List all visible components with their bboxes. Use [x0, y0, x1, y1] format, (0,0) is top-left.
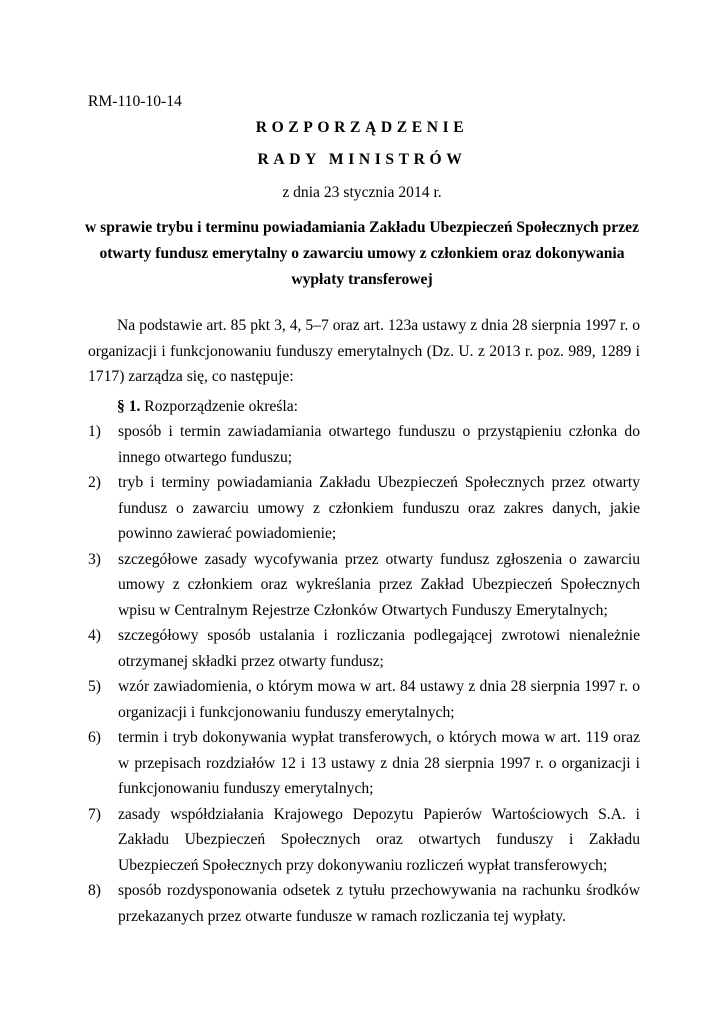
- list-item-text: termin i tryb dokonywania wypłat transferowych, o których mowa w art. 119 oraz w przepisach rozdziałów 12 i 13 ustawy z dnia 28 sierpnia 1997 r. o organizacji i funkcjonowaniu funduszy emerytalnych;: [118, 729, 640, 797]
- list-item: [88, 470, 640, 547]
- document-subject: w sprawie trybu i terminu powiadamiania Zakładu Ubezpieczeń Społecznych przez otwarty fundusz emerytalny o zawarciu umowy z członkiem oraz dokonywania wypłaty transferowej: [84, 219, 639, 288]
- list-item-number: 4): [88, 627, 101, 644]
- list-item-number: 8): [88, 882, 101, 899]
- list-item-text: tryb i terminy powiadamiania Zakładu Ubezpieczeń Społecznych przez otwarty fundusz o zawarciu umowy z członkiem funduszu oraz zakres danych, jakie powinno zawierać powiadomienie;: [118, 474, 640, 542]
- list-item-text: szczegółowe zasady wycofywania przez otwarty fundusz zgłoszenia o zawarciu umowy z członkiem oraz wykreślania przez Zakład Ubezpieczeń Społecznych wpisu w Centralnym Rejestrze Członków Otwartych Funduszy Emerytalnych;: [118, 550, 640, 619]
- document-date: z dnia 23 stycznia 2014 r.: [282, 184, 442, 201]
- document-title: ROZPORZĄDZENIE: [255, 119, 469, 136]
- list-item-number: 3): [88, 550, 101, 568]
- list-item: [88, 623, 640, 674]
- list-item-text: szczegółowy sposób ustalania i rozliczania podlegającej zwrotowi nienależnie otrzymanej składki przez otwarty fundusz;: [118, 627, 640, 670]
- list-item-text: zasady współdziałania Krajowego Depozytu Papierów Wartościowych S.A. i Zakładu Ubezpieczeń Społecznych oraz otwartych funduszy i Zakładu Ubezpieczeń Społecznych przy dokonywaniu rozliczeń wypłat transferowych;: [118, 805, 640, 874]
- list-item-number: 6): [88, 729, 101, 746]
- section-1-list: [88, 419, 640, 929]
- document-body: [88, 313, 640, 929]
- list-item: [88, 419, 640, 470]
- list-item-text: wzór zawiadomienia, o którym mowa w art. 84 ustawy z dnia 28 sierpnia 1997 r. o organizacji i funkcjonowaniu funduszy emerytalnych;: [118, 678, 640, 721]
- list-item: [88, 674, 640, 725]
- list-item: [88, 878, 640, 929]
- document-reference: RM-110-10-14: [88, 93, 182, 110]
- list-item-number: 7): [88, 805, 101, 823]
- section-1-intro: [88, 394, 640, 420]
- list-item-number: 2): [88, 474, 101, 491]
- list-item-number: 1): [88, 423, 101, 440]
- list-item: [88, 725, 640, 802]
- preamble-paragraph: Na podstawie art. 85 pkt 3, 4, 5–7 oraz art. 123a ustawy z dnia 28 sierpnia 1997 r. o organizacji i funkcjonowaniu funduszy emerytalnych (Dz. U. z 2013 r. poz. 989, 1289 i 1717) zarządza się, co następuje:: [88, 317, 640, 385]
- list-item: [88, 802, 640, 879]
- list-item: [88, 547, 640, 624]
- section-1-intro-text: Rozporządzenie określa:: [140, 397, 298, 415]
- document-issuer: RADY MINISTRÓW: [257, 151, 467, 168]
- list-item-number: 5): [88, 678, 101, 695]
- list-item-text: sposób i termin zawiadamiania otwartego funduszu o przystąpieniu członka do innego otwartego funduszu;: [118, 423, 640, 466]
- list-item-text: sposób rozdysponowania odsetek z tytułu przechowywania na rachunku środków przekazanych przez otwarte fundusze w ramach rozliczania tej wypłaty.: [118, 882, 640, 925]
- section-1-marker: § 1.: [117, 397, 141, 415]
